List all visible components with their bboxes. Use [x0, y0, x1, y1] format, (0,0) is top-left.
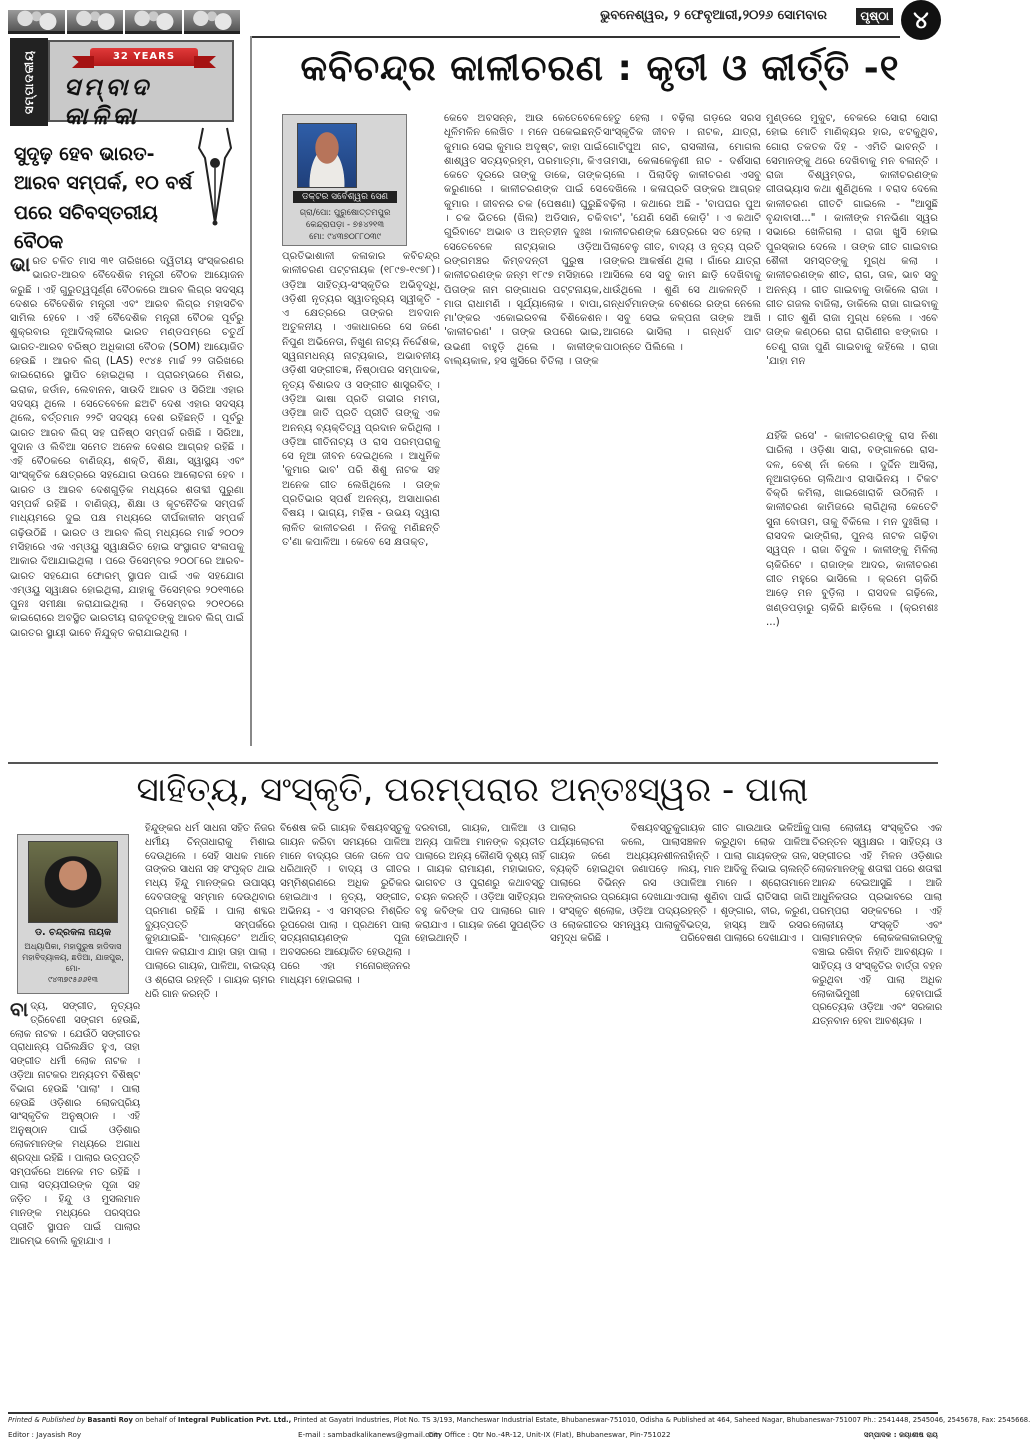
newspaper-logo — [48, 40, 234, 130]
address-line: କେନ୍ଦ୍ରାପଡ଼ା - ୭୫୪୨୧୩ — [305, 220, 385, 230]
author-address — [20, 941, 126, 985]
publisher-name: Basanti Roy — [87, 1416, 133, 1424]
page-label: ପୃଷ୍ଠା — [856, 8, 893, 25]
column-text: ଦ୍ୟ, ସଙ୍ଗୀତ, ନୃତ୍ୟର ତ୍ରିବେଣୀ ସଙ୍ଗମ ହେଉଛି, ଲୋକ ନାଟକ । ଯେଉଁଠି ସଙ୍ଗୀତର ପ୍ରାଧାନ୍ୟ ପରିଲକ୍ଷିତ ହୁଏ, ତାହା ସଙ୍ଗୀତ ଧର୍ମୀ ଲୋକ ନାଟକ । ଓଡ଼ିଆ ନାଟକର ଅନ୍ୟତମ ବିଶିଷ୍ଟ ବିଭାଗ ହେଉଛି 'ପାଲା' । ପାଲା ହେଉଛି ଓଡ଼ିଶାର ଲୋକପ୍ରିୟ ସାଂସ୍କୃତିକ ଅନୁଷ୍ଠାନ । ଏହି ଅନୁଷ୍ଠାନ ପାଇଁ ଓଡ଼ିଶାର ଲୋକମାନଙ୍କ ମଧ୍ୟରେ ଅଗାଧ ଶ୍ରଦ୍ଧା ରହିଛି । ପାଲାର ଉତ୍ପତ୍ତି ସମ୍ପର୍କରେ ଅନେକ ମତ ରହିଛି । ପାଲା ସତ୍ୟପୀରଙ୍କ ପୂଜା ସହ ଜଡ଼ିତ । ହିନ୍ଦୁ ଓ ମୁସଲମାନ ମାନଙ୍କ ମଧ୍ୟରେ ପରସ୍ପର ପ୍ରୀତି ସ୍ଥାପନ ପାଇଁ ପାଲାର ଆରମ୍ଭ ବୋଲି କୁହାଯାଏ । — [10, 1001, 140, 1247]
article-column: ପାଲା ଲୋକୀୟ ସଂସ୍କୃତିର ଏକ ଚିରନ୍ତନ ସ୍ୱାକ୍ଷର । ସାହିତ୍ୟ ଓ ସଙ୍ଗୀତର ଏହି ମିଳନ ଓଡ଼ିଶାର ଲୋକମାନଙ୍କୁ ଶତାବ୍ଦୀ ପରେ ଶତାବ୍ଦୀ ଆନନ୍ଦ ଦେଇଆସୁଛି । ଆଜି ଆଧୁନିକତାର ପ୍ରଭାବରେ ପାଲା ପରମ୍ପରା ସଙ୍କଟରେ । ଏହି ଲୋକୀୟ ସଂସ୍କୃତି ଏବଂ ପାଲାମାନଙ୍କ ଲୋକକଳାକାରଙ୍କୁ ବଞ୍ଚାଇ ରଖିବା ନିହାତି ଆବଶ୍ୟକ । ସାହିତ୍ୟ ଓ ସଂସ୍କୃତିର ବାର୍ତ୍ତା ବହନ କରୁଥିବା ଏହି ପାଲା ଅଧିକ ଲୋକାଭିମୁଖୀ ହେବାପାଇଁ ପ୍ରତ୍ୟେକ ଓଡ଼ିଆ ଏବଂ ସରକାର ଯତ୍ନବାନ ହେବା ଆବଶ୍ୟକ । — [812, 823, 942, 1028]
floral-banner — [8, 10, 240, 34]
article-column: ଯହିଁକି ରସେ' - କାଳୀଚରଣଙ୍କୁ ରାସ ନିଶା ଘାରିଲା । ଓଡ଼ିଶା ସାରା, ବଙ୍ଗାଳରେ ରାସ-ଦଳ, ବେଶ୍ ନାଁ କଲେ । ଦୁର୍ଦ୍ଦିନ ଆସିଲା, ନୂଆଗଡ଼ରେ ଚାଲିଥାଏ ରାସାଭିନୟ । ଟିକଟ ବିକ୍ରି କମିଲା, ଖାଇଖୋରାକି ଉଠିଲାନି । କାଳୀଚରଣ କାମିଜରେ ଲାଗିଥିଲା କେତେଟି ସୁନା ବୋତାମ, ତାକୁ ବିକିଲେ । ମନ ଦୁଃଖିଲା । ରାସଦଳ ଭାଙ୍ଗିଲା, ପୁନଶ୍ଚ ନାଟକ ଗଢ଼ିବା ସ୍ୱପ୍ନ । ରାଜା ବିଦୁଳ । କାଳୀଙ୍କୁ ମିଳିଲା ଚାକିରିଟେ । ରାଜାଙ୍କ ଆଦର, କାଳୀଚରଣ ଗୀତ ମହୁରେ ଭାସିଲେ । କ୍ରମେ ଚାକିରି ଆଡ଼େ ମନ ବୁଡ଼ିଲା । ରାସଦଳ ଗଢ଼ିଲେ, ଖଣ୍ଡପଡ଼ାରୁ ଚାକିରି ଛାଡ଼ିଲେ । (କ୍ରମଶଃ ...) — [766, 431, 938, 628]
article-column: ମୁଣ୍ଡରେ ମୁକୁଟ, ବେକରେ ସୋରା ସୋରା ହୋଇ ମୋତି ମାଣିକ୍ୟର ହାର, ଝଟକୁଥିବ, ଗୋରା ତକତକ ଦିହ - ଏମିତି ଭାବନ୍ତି । ସେମାନଙ୍କୁ ଥରେ ଦେଖିବାକୁ ମନ ବଳାନ୍ତି । ରାଜା ବିଶ୍ୱମ୍ବର, କାଳୀଚରଣଙ୍କ ଗୀତାଭ୍ୟାସ କଥା ଶୁଣିଥିଲେ । ବରାଦ ଦେଲେ କାଳୀଚରଣ ଗୀତଟି ଗାଇଲେ - "ଆସୁଛି ବୃନ୍ଦାବାସୀ..." । କାଳୀଙ୍କ ମନଭିଣା ସ୍ୱର ସଭାରେ ଖେଳିଗଲା । ରାଜା ଖୁସି ହୋଇ ପୁରସ୍କାର ଦେଲେ । ତାଙ୍କ ଗୀତ ଗାଇବାର ଶୈଳୀ ସମସ୍ତଙ୍କୁ ମୁଗ୍ଧ କଲା । କାଳୀଚରଣଙ୍କ ଶୀତ, ରାଗ, ତାଳ, ଭାବ ସବୁ ଅନନ୍ୟ । ଗୀତ ଗାଇବାକୁ ଡାକିଲେ ରାଜା । ଗୀତ ଗଜଲ ବାଜିଲା, ଡାକିଲେ ରାଜା ଗାଇବାକୁ । ଗୀତ ଶୁଣି ରାଜା ମୁଗ୍ଧ ହେଲେ । ଏବେ ତାଙ୍କ କଣ୍ଠରେ ରାଗ ରାଗିଣୀର ଝଙ୍କାର । ତେଣୁ ରାଜା ପୁଣି ଗାଇବାକୁ କହିଲେ । ରାଜା 'ଯାହା ମନ — [766, 113, 938, 368]
author-phone: ମୋ: ୯୪୩୭୦୮୮୦୩୯ — [309, 232, 381, 242]
editor-credit: Editor : Jayasish Roy — [8, 1430, 82, 1439]
author-photo — [297, 123, 357, 188]
imprint-text: on behalf of — [135, 1416, 176, 1424]
editor-credit-odia: ସମ୍ପାଦକ : ଜୟାଶୀଷ ରାୟ — [863, 1430, 938, 1439]
flower-decoration — [125, 10, 182, 34]
flower-decoration — [8, 10, 65, 34]
author-name: ଡକ୍ଟର ସର୍ବେଶ୍ୱର ସେଣ — [293, 191, 397, 203]
article-column: ହିନ୍ଦୁଙ୍କର ଧର୍ମ ସାଧନା ସହିତ ନିଜର ଧର୍ମୀୟ ଚିନ୍ତାଧାରାକୁ ମିଶାଇ ଦେଉଥିଲେ । ସେହି ସାଧକ ମାନେ ତାଙ୍କର ସାଧନା ସହ ସଂପୃକ୍ତ ଥାଇ ମଧ୍ୟ ହିନ୍ଦୁ ମାନଙ୍କର ଉପାସ୍ୟ ଦେବତାଙ୍କୁ ସମ୍ମାନ ଦେଉଥିବାର ପ୍ରମାଣ ରହିଛି । ପାଲା ଶବ୍ଦର ବ୍ୟୁତ୍ପତ୍ତି ସମ୍ପର୍କରେ କୁହାଯାଇଛି- 'ପାଳ୍ୟତେ' ଅର୍ଥାତ୍ ପାଳନ କରାଯାଏ ଯାହା ତାହା ପାଲା । ପାଲାରେ ଗାୟକ, ପାଳିଆ, ବାଇଦ୍ୟ ଓ ଶ୍ରୋତା ରହନ୍ତି । ଗାୟକ ଚାମର ଧରି ଗାନ କରନ୍ତି । — [145, 823, 275, 1000]
divider — [8, 1412, 938, 1414]
article-column: ଦରବାରୀ, ଗାୟକ, ପାଳିଆ ଓ ଅନ୍ୟ ପାଳିଆ ମାନଙ୍କ ବ୍ୟତୀତ ପାଲାରେ ଅନ୍ୟ କୌଣସି ଦୃଶ୍ୟ ନାହିଁ । ଗାୟକ ରାମାୟଣ, ମହାଭାରତ, ଭାଗବତ ଓ ପୁରାଣରୁ କଥାବସ୍ତୁ ଚୟନ କରନ୍ତି । ଓଡ଼ିଆ ସାହିତ୍ୟର ବହୁ କବିଙ୍କ ପଦ ପାଲାରେ ଗାନ କରାଯାଏ । ଗାୟକ ଜଣେ ସୁପଣ୍ଡିତ ହୋଇଥାନ୍ତି । — [415, 823, 545, 945]
author-card — [17, 834, 129, 994]
dropcap: ବା — [10, 997, 29, 1021]
anniversary-ribbon: 32 YEARS — [90, 48, 198, 66]
address-line: ଅଧ୍ୟାପିକା, ମହାପୁରୁଷ ହାଡିଦାସ ମହାବିଦ୍ୟାଳୟ, ଛଡିଆ, ଯାଜପୁର, ମୋ- — [22, 942, 124, 973]
author-photo — [28, 841, 118, 923]
dateline: ଭୁବନେଶ୍ୱର, ୨ ଫେବୃଆରୀ,୨୦୨୬ ସୋମବାର — [600, 8, 827, 23]
press-details: Printed at Gayatri Industries, Plot No. TS 3/193, Mancheswar Industrial Estate, Bhubaneswar-751010, Odisha & Published at 464, Saheed Nagar, Bhubaneswar-751007 Ph.: 2541448, 2545046, 2545678, Fax: 2545668. — [293, 1416, 1030, 1424]
pen-nib-icon — [195, 128, 235, 228]
flower-decoration — [67, 10, 124, 34]
page-number: ୪ — [901, 0, 941, 40]
editorial-body — [10, 252, 244, 745]
article-column: ଗାୟକ ଗୀତ ଗାଉଥାଉ ଭଳିଆଁକୁ ସଞ୍ଚଳନ କରୁଥିବା ଲୋକ ପାଳିଆ ନାହାଁନ୍ତି । ପାଲା ଗାୟକଙ୍କ ତାଳ, ଲୟ, ମାନ ଆଦିକୁ ନିଭାଇ ଚାଲନ୍ତି ପାଳିଆ ମାନେ । ଶ୍ରୋତାମାନେ ପାଲା ଶୁଣିବା ପାଇଁ ରାତିସାରା ଜାଗି ରହନ୍ତି । ଶୃଙ୍ଗାର, ବୀର, କରୁଣ, ବିଭତ୍ସ, ହାସ୍ୟ ଆଦି ରସର ପରିବେଷଣ ପାଲାରେ ଦେଖାଯାଏ । — [680, 823, 810, 945]
section-label-text: ସମ୍ପାଦକୀୟ — [22, 49, 36, 115]
dropcap: ଭା — [10, 252, 31, 276]
article-column: ପ୍ରତିଭାଶାଳୀ କଳାକାର କବିଚନ୍ଦ୍ର କାଳୀଚରଣ ପଟ୍ଟନାୟକ (୧୮୯୭-୧୯୭୮)। ଓଡ଼ିଆ ସାହିତ୍ୟ-ସଂସ୍କୃତିର ଅଭିବୃଦ୍ଧି, ଓଡ଼ିଶୀ ନୃତ୍ୟର ସ୍ୱାତନ୍ତ୍ର୍ୟ ସ୍ୱୀକୃତି - ଏ କ୍ଷେତ୍ରରେ ତାଙ୍କର ଅବଦାନ ଅତୁଳନୀୟ । ଏକାଧାରରେ ସେ ଜଣେ ନିପୁଣ ଅଭିନେତା, ନିଖୁଣ ନାଟ୍ୟ ନିର୍ଦ୍ଦେଶକ, ସ୍ୱନାମଧନ୍ୟ ନାଟ୍ୟକାର, ଅଭାବନୀୟ ଓଡ଼ିଶୀ ସଙ୍ଗୀତଜ୍ଞ, ନିଷ୍ଠାପର ସମ୍ପାଦକ, ନୃତ୍ୟ ବିଶାରଦ ଓ ସଙ୍ଗୀତ ଶାସ୍ତ୍ରବିତ୍ । ଓଡ଼ିଆ ଭାଷା ପ୍ରତି ଗଭୀର ମମତା, ଓଡ଼ିଆ ଜାତି ପ୍ରତି ପ୍ରୀତି ତାଙ୍କୁ ଏକ ଅନନ୍ୟ ବ୍ୟକ୍ତିତ୍ୱ ପ୍ରଦାନ କରିଥିଲା । ଓଡ଼ିଆ ଗୀତିନାଟ୍ୟ ଓ ରାସ ପରମ୍ପରାକୁ ସେ ନୂଆ ଜୀବନ ଦେଇଥିଲେ । ଆଧୁନିକ 'କୁମାର ଭାବ' ପରି ଶିଶୁ ନାଟକ ସହ ଅନେକ ଗୀତ ଲେଖିଥିଲେ । ତାଙ୍କ ପ୍ରତିଭାର ସ୍ପର୍ଶ ଅନନ୍ୟ, ଅସାଧାରଣ ବିଷୟ । ଭାଗ୍ୟ, ମହିଷ - ଉଭୟ ଦ୍ୱାରା ଲାଳିତ କାଳୀଚରଣ । ନିଜକୁ ମଣିଛନ୍ତି ତ'ଣା କପାଳିଆ । କେବେ ସେ କ୍ଷତାକ୍ତ, — [282, 251, 440, 548]
article-column — [10, 997, 140, 1400]
city-office: City Office : Qtr No.-4R-12, Unit-IX (Flat), Bhubaneswar, Pin-751022 — [428, 1430, 671, 1439]
imprint-prefix: Printed & Published by — [8, 1416, 86, 1424]
author-phone: ୯୪୩୭୯୫୬୬୧୩ — [48, 975, 98, 984]
article-title: ସାହିତ୍ୟ, ସଂସ୍କୃତି, ପରମ୍ପରାର ଅନ୍ତଃସ୍ୱର - ପାଲା — [136, 770, 809, 810]
editorial-headline: ସୁଦୃଢ଼ ହେବ ଭାରତ-ଆରବ ସମ୍ପର୍କ, ୧୦ ବର୍ଷ ପରେ ସଚିବସ୍ତରୀୟ ବୈଠକ — [14, 143, 193, 254]
address-line: ଗ୍ରା/ପୋ: ପୁରୁଷୋତ୍ତମପୁର — [299, 208, 391, 218]
author-card — [282, 114, 407, 246]
divider — [8, 762, 938, 764]
article-column: ପାଲାର ବିଷୟବସ୍ତୁକୁ ପର୍ଯ୍ୟାଲୋଚନା କଲେ, ପାଲା ଗାୟକ ଜଣେ ଅଧ୍ୟୟନଶୀଳ ବ୍ୟକ୍ତି ହୋଇଥିବା ଜଣାପଡ଼େ । ପାଲାରେ ବିଭିନ୍ନ ରସ ଓ ଅଳଙ୍କାରର ପ୍ରୟୋଗ ଦେଖାଯାଏ । ସଂସ୍କୃତ ଶ୍ଲୋକ, ଓଡ଼ିଆ ପଦ୍ୟ ଓ ଲୋକଗୀତର ସମନ୍ୱୟ ପାଲାକୁ ସମୃଦ୍ଧ କରିଛି । — [550, 823, 680, 945]
company-name: Integral Publication Pvt. Ltd., — [177, 1416, 292, 1424]
imprint-line — [8, 1416, 1030, 1424]
article-column: ହେତୁ ହେଲା । ବଢ଼ିଲା ଗଡ଼ରେ ସରସ ସାଂସ୍କୃତିକ ଜୀବନ । ନାଟକ, ଯାତ୍ରା, ଗୋଟିପୁଅ ନାଚ, ରାସଲୀଳା, ମୋଗଲ ତାମସା, କେଳାକେଳୁଣୀ ନାଚ - ଦର୍ଶସାରା ଚାଲେ । ପିଲାଦିନୁ କାଳୀଚରଣ ଏସବୁ ଦେଖିଲେ । କଳାପ୍ରତି ତାଙ୍କର ଆଗ୍ରହ ବଢ଼ିଲା । କଥାରେ ଅଛି - 'ବାପଘର ପୁଅ ବାଟ', 'ଯେଣି ସେଣି କୋଡ଼ି' । ଏ କଥାଟି କାଳୀଚରଣଙ୍କ କ୍ଷେତ୍ରରେ ସତ ହେଲା । ପିଲାବେଳୁ ଗୀତ, ବାଦ୍ୟ ଓ ନୃତ୍ୟ ପ୍ରତି ତାଙ୍କର ଆକର୍ଷଣ ଥିଲା । ଗାଁରେ ଯାତ୍ରା ଆସିଲେ ସେ ସବୁ କାମ ଛାଡ଼ି ଦେଖିବାକୁ ଧାଉଁଥିଲେ । ଶୁଣି ସେ ଥାକଳନ୍ତି । ଗନ୍ଧର୍ବମାନଙ୍କ ବେଶରେ ରଙ୍ଗ ନେଲେ । ସବୁ ସେଇ କଳ୍ପନା ତାଙ୍କ ଆଖି ଆଗରେ ଭାସିଲା । ଗନ୍ଧର୍ବ ପାଟ ପାଠାନ୍ତେ ପିଲିଲେ । — [603, 113, 761, 353]
divider — [250, 36, 252, 746]
article-column: ବିଶେଷ କରି ଗାୟକ ବିଷୟବସ୍ତୁକୁ ଗାୟନ କରିବା ସମୟରେ ପାଳିଆ ମାନେ ବାଦ୍ୟର ତାଳେ ତାଳେ ପଦ ଧରିଥାନ୍ତି । ବାଦ୍ୟ ଓ ଗୀତର ସମ୍ମିଶ୍ରଣରେ ଅଧିକ ରୁଚିକର ହୋଇଥାଏ । ନୃତ୍ୟ, ସଙ୍ଗୀତ, ଅଭିନୟ - ଏ ସମସ୍ତର ମିଶ୍ରିତ ରୂପରେଖ ପାଲା । ପ୍ରଥମେ ପାଲା ସତ୍ୟନାରାୟଣଙ୍କ ପୂଜା ଅବସରରେ ଆୟୋଜିତ ହେଉଥିଲା । ପରେ ଏହା ମନୋରଞ୍ଜନର ମାଧ୍ୟମ ହୋଇଗଲା । — [280, 823, 410, 986]
article-column: କେବେ ଅବସନ୍ନ, ଆଉ କେତେବେଳେ ଧୂଳିମଳିନ ଲେଖିତ । ମନେ ପକେଇଛନ୍ତି କୁମାର ସେଇ କୁମାର ଅଦୃଷ୍ଟ, କାହା ପାଇଁ ଶାଶ୍ୱତ ସତ୍ୟବ୍ରହ୍ମ, ପରମାତ୍ମା, କିଏ କେତେ ଦୂରରେ ତାଙ୍କୁ ଡାକେ, ତାଙ୍କ କରୁଣାରେ । କାଳୀଚରଣଙ୍କ ପାଇଁ ସେ କୁମାର । ଜୀବନର ଚକ (ପେଷଣା) ଘୁରୁଛି । ଚକ ଭିତରେ (ଖିଲ) ଅଡିସାନ, ଚକି ଗୁରିବାଟେ ଅଭାବ ଓ ଅନ୍ତହୀନ ଦୁଃଖ । ସେତେବେଳେ ନାଟ୍ୟକାର ଓଡ଼ିଆ ରଙ୍ଗମଞ୍ଚର କିମ୍ବଦନ୍ତୀ ପୁରୁଷ । କାଳୀଚରଣଙ୍କ ଜନ୍ମ ୧୮୯୭ ମସିହାରେ । ପିତାଙ୍କ ନାମ ଗଙ୍ଗାଧର ପଟ୍ଟନାୟକ, ମାତା ରାଧାମଣି । ସୂର୍ଯ୍ୟାଲୋକ । ବାପା, ମା'ଙ୍କର ଏକୋଇରବଳା ବିଶିକେଶନ 'କାଳୀଚରଣ' । ତାଙ୍କ ଉପରେ ଭାଇ, ଉଭଣୀ ବାହୁଡ଼ି ଥିଲେ । କାଳୀଙ୍କ ବାଲ୍ୟକାଳ, ହସ ଖୁସିରେ ବିତିଲା । ତାଙ୍କ — [444, 113, 602, 368]
newspaper-name: ସମ୍ବାଦ କାଳିକା — [64, 72, 152, 130]
flower-decoration — [184, 10, 241, 34]
section-label — [10, 38, 48, 126]
editorial-text: ରତ ଚଳିତ ମାସ ୩୧ ତାରିଖରେ ଦ୍ୱିତୀୟ ସଂସ୍କରଣର ଭାରତ-ଆରବ ବୈଦେଶିକ ମନ୍ତ୍ରୀ ବୈଠକ ଆୟୋଜନ କରୁଛି । ଏହି ଗୁରୁତ୍ୱପୂର୍ଣ୍ଣ ବୈଠକରେ ଆରବ ଲିଗ୍ର ସଦସ୍ୟ ଦେଶର ବୈଦେଶିକ ମନ୍ତ୍ରୀ ଏବଂ ଆରବ ଲିଗ୍ର ମହାସଚିବ ସାମିଲ ହେବେ । ଏହି ବୈଦେଶିକ ମନ୍ତ୍ରୀ ବୈଠକ ପୂର୍ବରୁ ଶୁକ୍ରବାର ନୂଆଦିଲ୍ଲୀର ଭାରତ ମଣ୍ଡପମ୍‌ରେ ଚତୁର୍ଥ ଭାରତ-ଆରବ ବରିଷ୍ଠ ଅଧିକାରୀ ବୈଠକ (SOM) ଆୟୋଜିତ ହେଉଛି । ଆରବ ଲିଗ୍ (LAS) ୧୯୪୫ ମାର୍ଚ୍ଚ ୨୨ ତାରିଖରେ କାଇରୋରେ ସ୍ଥାପିତ ହୋଇଥିଲା । ପ୍ରାରମ୍ଭରେ ମିଶର, ଇରାକ, ଜର୍ଡାନ, ଲେବାନନ, ସାଉଦି ଆରବ ଓ ସିରିଆ ଏହାର ସଦସ୍ୟ ଥିଲେ । ସେତେବେଳେ ଛଅଟି ଦେଶ ଏହାର ସଦସ୍ୟ ଥିଲେ, ବର୍ତ୍ତମାନ ୨୨ଟି ସଦସ୍ୟ ଦେଶ ରହିଛନ୍ତି । ପୂର୍ବରୁ ଭାରତ ଆରବ ଲିଗ୍ ସହ ଘନିଷ୍ଠ ସମ୍ପର୍କ ରଖିଛି । ସିରିଆ, ସୁଦାନ ଓ ଲିବିଆ ସମେତ ଅନେକ ଦେଶର ଆଗ୍ରହ ରହିଛି । ଏହି ବୈଠକରେ ବାଣିଜ୍ୟ, ଶକ୍ତି, ଶିକ୍ଷା, ସ୍ୱାସ୍ଥ୍ୟ ଏବଂ ସାଂସ୍କୃତିକ କ୍ଷେତ୍ରରେ ସହଯୋଗ ଉପରେ ଆଲୋଚନା ହେବ । ଭାରତ ଓ ଆରବ ଦେଶଗୁଡ଼ିକ ମଧ୍ୟରେ ଶତାବ୍ଦୀ ପୁରୁଣା ସମ୍ପର୍କ ରହିଛି । ବାଣିଜ୍ୟ, ଶିକ୍ଷା ଓ କୂଟନୈତିକ ସମ୍ପର୍କ ମାଧ୍ୟମରେ ଦୁଇ ପକ୍ଷ ମଧ୍ୟରେ ଦୀର୍ଘକାଳୀନ ସମ୍ପର୍କ ଗଢ଼ିଉଠିଛି । ଭାରତ ଓ ଆରବ ଲିଗ୍ ମଧ୍ୟରେ ମାର୍ଚ୍ଚ ୨୦୦୨ ମସିହାରେ ଏକ ଏମ୍ଓୟୁ ସ୍ୱାକ୍ଷରିତ ହୋଇ ସଂସ୍ଥାଗତ ସଂଳାପକୁ ଆକାର ଦିଆଯାଇଥିଲା । ପରେ ଡିସେମ୍ବର ୨୦୦୮ରେ ଆରବ-ଭାରତ ସହଯୋଗ ଫୋରମ୍ ସ୍ଥାପନ ପାଇଁ ଏକ ସହଯୋଗ ଏମ୍ଓୟୁ ସ୍ୱାକ୍ଷର ହୋଇଥିଲା, ଯାହାକୁ ଡିସେମ୍ବର ୨୦୧୩ରେ ପୁନଃ ସମୀକ୍ଷା କରାଯାଇଥିଲା । ଡିସେମ୍ବର ୨୦୧୦ରେ କାଇରୋରେ ଅବସ୍ଥିତ ଭାରତୀୟ ରାଜଦୂତଙ୍କୁ ଆରବ ଲିଗ୍ ପାଇଁ ଭାରତର ସ୍ଥାୟୀ ଭାବେ ନିଯୁକ୍ତ କରାଯାଇଥିଲା । — [10, 256, 244, 639]
article-title: କବିଚନ୍ଦ୍ର କାଳୀଚରଣ : କୃତୀ ଓ କୀର୍ତ୍ତି -୧ — [300, 48, 900, 89]
email-address: E-mail : sambadkalikanews@gmail.com — [298, 1430, 441, 1439]
divider — [250, 36, 900, 38]
author-address — [285, 207, 405, 243]
author-name: ଡ. ଚନ୍ଦ୍ରକଳା ନାୟକ — [35, 927, 111, 938]
